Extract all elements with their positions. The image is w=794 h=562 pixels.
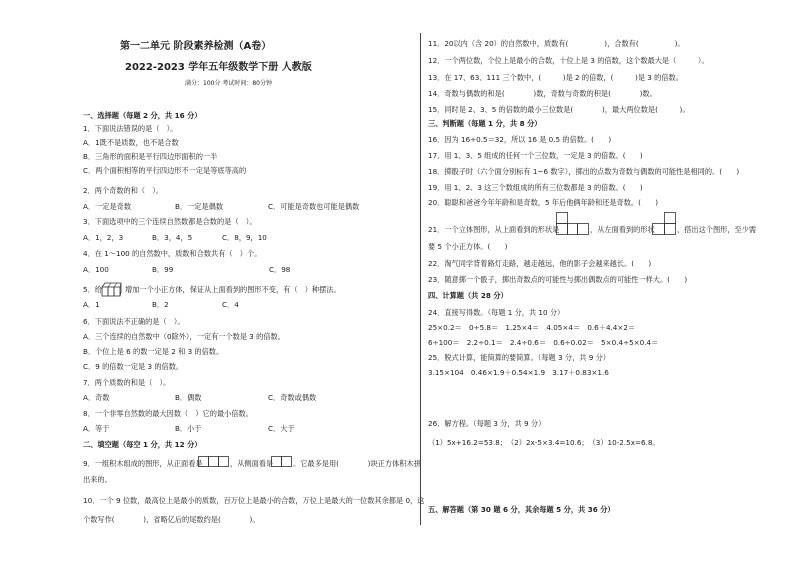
question: 26．解方程。（每题 3 分，共 9 分） — [428, 419, 546, 428]
calc-row: 6÷100＝ 2.2÷0.1＝ 2.4÷0.6＝ 0.6÷0.02＝ 5×0.4÷5×0.4＝ — [428, 338, 659, 347]
question: ，搭出这个图形，至少需 — [677, 225, 757, 234]
section-heading: 三、判断题（每题 1 分，共 8 分） — [428, 119, 542, 128]
option: A．1，2，3 — [83, 233, 124, 242]
exam-meta: 满分：100分 考试时间：80分钟 — [185, 80, 272, 87]
question: ，从侧面看是 — [230, 459, 274, 468]
question: 21．一个立体图形，从上面看到的形状是 — [428, 225, 560, 234]
question: 22．淘气同学背着路灯走路，越走越远，他的影子会越来越长。( ) — [428, 259, 652, 268]
question: 6．下面说法不正确的是（ ）。 — [83, 317, 185, 326]
option: A．三个连续的自然数中（0除外），一定有一个数是 3 的倍数。 — [83, 332, 285, 341]
question: 16．因为 16÷0.5＝32，所以 16 是 0.5 的倍数。( ) — [428, 135, 612, 144]
option: C．9 的倍数一定是 3 的倍数。 — [83, 362, 184, 371]
exam-subtitle: 2022-2023 学年五年级数学下册 人教版 — [125, 62, 312, 73]
question: 1．下面说法错误的是（ ）。 — [83, 124, 178, 133]
option: B．一定是偶数 — [175, 202, 224, 211]
question: 18．掷骰子时（六个面分别标有 1~6 数字），掷出的点数为奇数与偶数的可能性是相同的。( ) — [428, 167, 740, 176]
option: B．2 — [152, 300, 169, 309]
column-divider — [420, 33, 421, 525]
question: ，从左面看到的形状 — [590, 225, 655, 234]
section-heading: 二、填空题（每空 1 分，共 12 分） — [83, 440, 202, 449]
section-heading: 一、选择题（每题 2 分，共 16 分） — [83, 111, 202, 120]
left-view-figure-q21 — [652, 212, 676, 236]
question: 9．一组积木组成的图形，从正面看是 — [83, 459, 203, 468]
exam-title: 第一二单元 阶段素养检测（A卷） — [120, 41, 272, 52]
option: A．100 — [83, 265, 109, 274]
option: A．1 — [83, 300, 100, 309]
option: C．8，9，10 — [222, 233, 267, 242]
option: C．大于 — [268, 424, 295, 433]
question: 13．在 17、63、111 三个数中，( )是 2 的倍数，( )是 3 的倍数。 — [428, 73, 683, 82]
calc-row: 3.15×104 0.46×1.9＋0.54×1.9 3.17＋0.83×1.6 — [428, 368, 609, 377]
question: 增加一个小正方体，保证从上面看到的图形不变，有（ ）种摆法。 — [125, 285, 341, 294]
option: B．三角形的面积是平行四边形面积的一半 — [83, 152, 218, 161]
cube-stack-figure-q5 — [101, 282, 123, 297]
question: 24．直接写得数。（每题 1 分，共 10 分） — [428, 308, 565, 317]
question: 11．20以内（含 20）的自然数中，质数有( )，合数有( )。 — [428, 39, 685, 48]
option: A．1既不是质数，也不是合数 — [83, 138, 179, 147]
question: 2．两个奇数的和（ ）。 — [83, 186, 164, 195]
question: 15．同时是 2、3、5 的倍数的最小三位数是( )，最大两位数是( )。 — [428, 105, 690, 114]
question: 20．聪聪和爸爸今年年龄和是奇数，5 年后他俩年龄和还是奇数。( ) — [428, 198, 659, 207]
option: C．98 — [269, 265, 291, 274]
option: C．4 — [222, 300, 239, 309]
question: 要 5 个小正方体。( ) — [428, 242, 508, 251]
question: 17．用 1、3、5 组成的任何一个三位数，一定是 3 的倍数。( ) — [428, 151, 643, 160]
section-heading: 四、计算题（共 28 分） — [428, 291, 508, 300]
option: A．奇数 — [83, 393, 110, 402]
section-heading: 五、解答题（第 30 题 6 分，其余每题 5 分，共 36 分） — [428, 505, 615, 514]
question: 12．一个两位数，个位上是最小的合数，十位上是 3 的倍数，这个数最大是（ ）。 — [428, 56, 709, 65]
option: B．3，4，5 — [152, 233, 193, 242]
question: 25．脱式计算，能简算的要简算。（每题 3 分，共 9 分） — [428, 353, 610, 362]
question: 8．一个非零自然数的最大因数（ ）它的最小倍数。 — [83, 409, 253, 418]
calc-row: 25×0.2＝ 0÷5.8＝ 1.25×4＝ 4.05×4＝ 0.6＋4.4×2＝ — [428, 323, 636, 332]
option: C．两个面积相等的平行四边形不一定是等底等高的 — [83, 166, 247, 175]
option: A．等于 — [83, 424, 110, 433]
question: 23．随意掷一个骰子，掷出奇数点的可能性与掷出偶数点的可能性一样大。( ) — [428, 275, 688, 284]
question: 4．在 1～100 的自然数中，质数和合数共有（ ）个。 — [83, 249, 262, 258]
question: 14．奇数与偶数的和是( )数，奇数与奇数的积是( )数。 — [428, 89, 657, 98]
option: C．可能是奇数也可能是偶数 — [268, 202, 360, 211]
question: 个数写作( )，省略亿后的尾数约是( )。 — [83, 515, 260, 524]
option: B．99 — [152, 265, 174, 274]
calc-row: （1）5x+16.2=53.8； （2）2x-5×3.4=10.6； （3）10-2.5x=6.8。 — [428, 438, 660, 447]
question: 出来的。 — [83, 475, 112, 484]
question: 5．给 — [83, 285, 102, 294]
question: 。它最多是用( )块正方体积木拼 — [293, 459, 421, 468]
option: B．个位上是 6 的数一定是 2 和 3 的倍数。 — [83, 347, 224, 356]
side-view-figure-q9 — [271, 456, 292, 467]
top-view-figure-q21 — [556, 212, 589, 236]
front-view-figure-q9 — [198, 456, 229, 467]
question: 3．下面选项中的三个连续自然数都是合数的是（ ）。 — [83, 217, 257, 226]
option: B．小于 — [175, 424, 202, 433]
option: A．一定是奇数 — [83, 202, 132, 211]
question: 19．用 1、2、3 这三个数组成的所有三位数都是 3 的倍数。( ) — [428, 183, 643, 192]
question: 7．两个质数的和是（ ）。 — [83, 378, 171, 387]
question: 10．一个 9 位数，最高位上是最小的质数，百万位上是最小的合数，万位上是最大的一位数其余都是 0，这 — [83, 496, 425, 505]
option: C．奇数或偶数 — [268, 393, 317, 402]
option: B．偶数 — [175, 393, 202, 402]
